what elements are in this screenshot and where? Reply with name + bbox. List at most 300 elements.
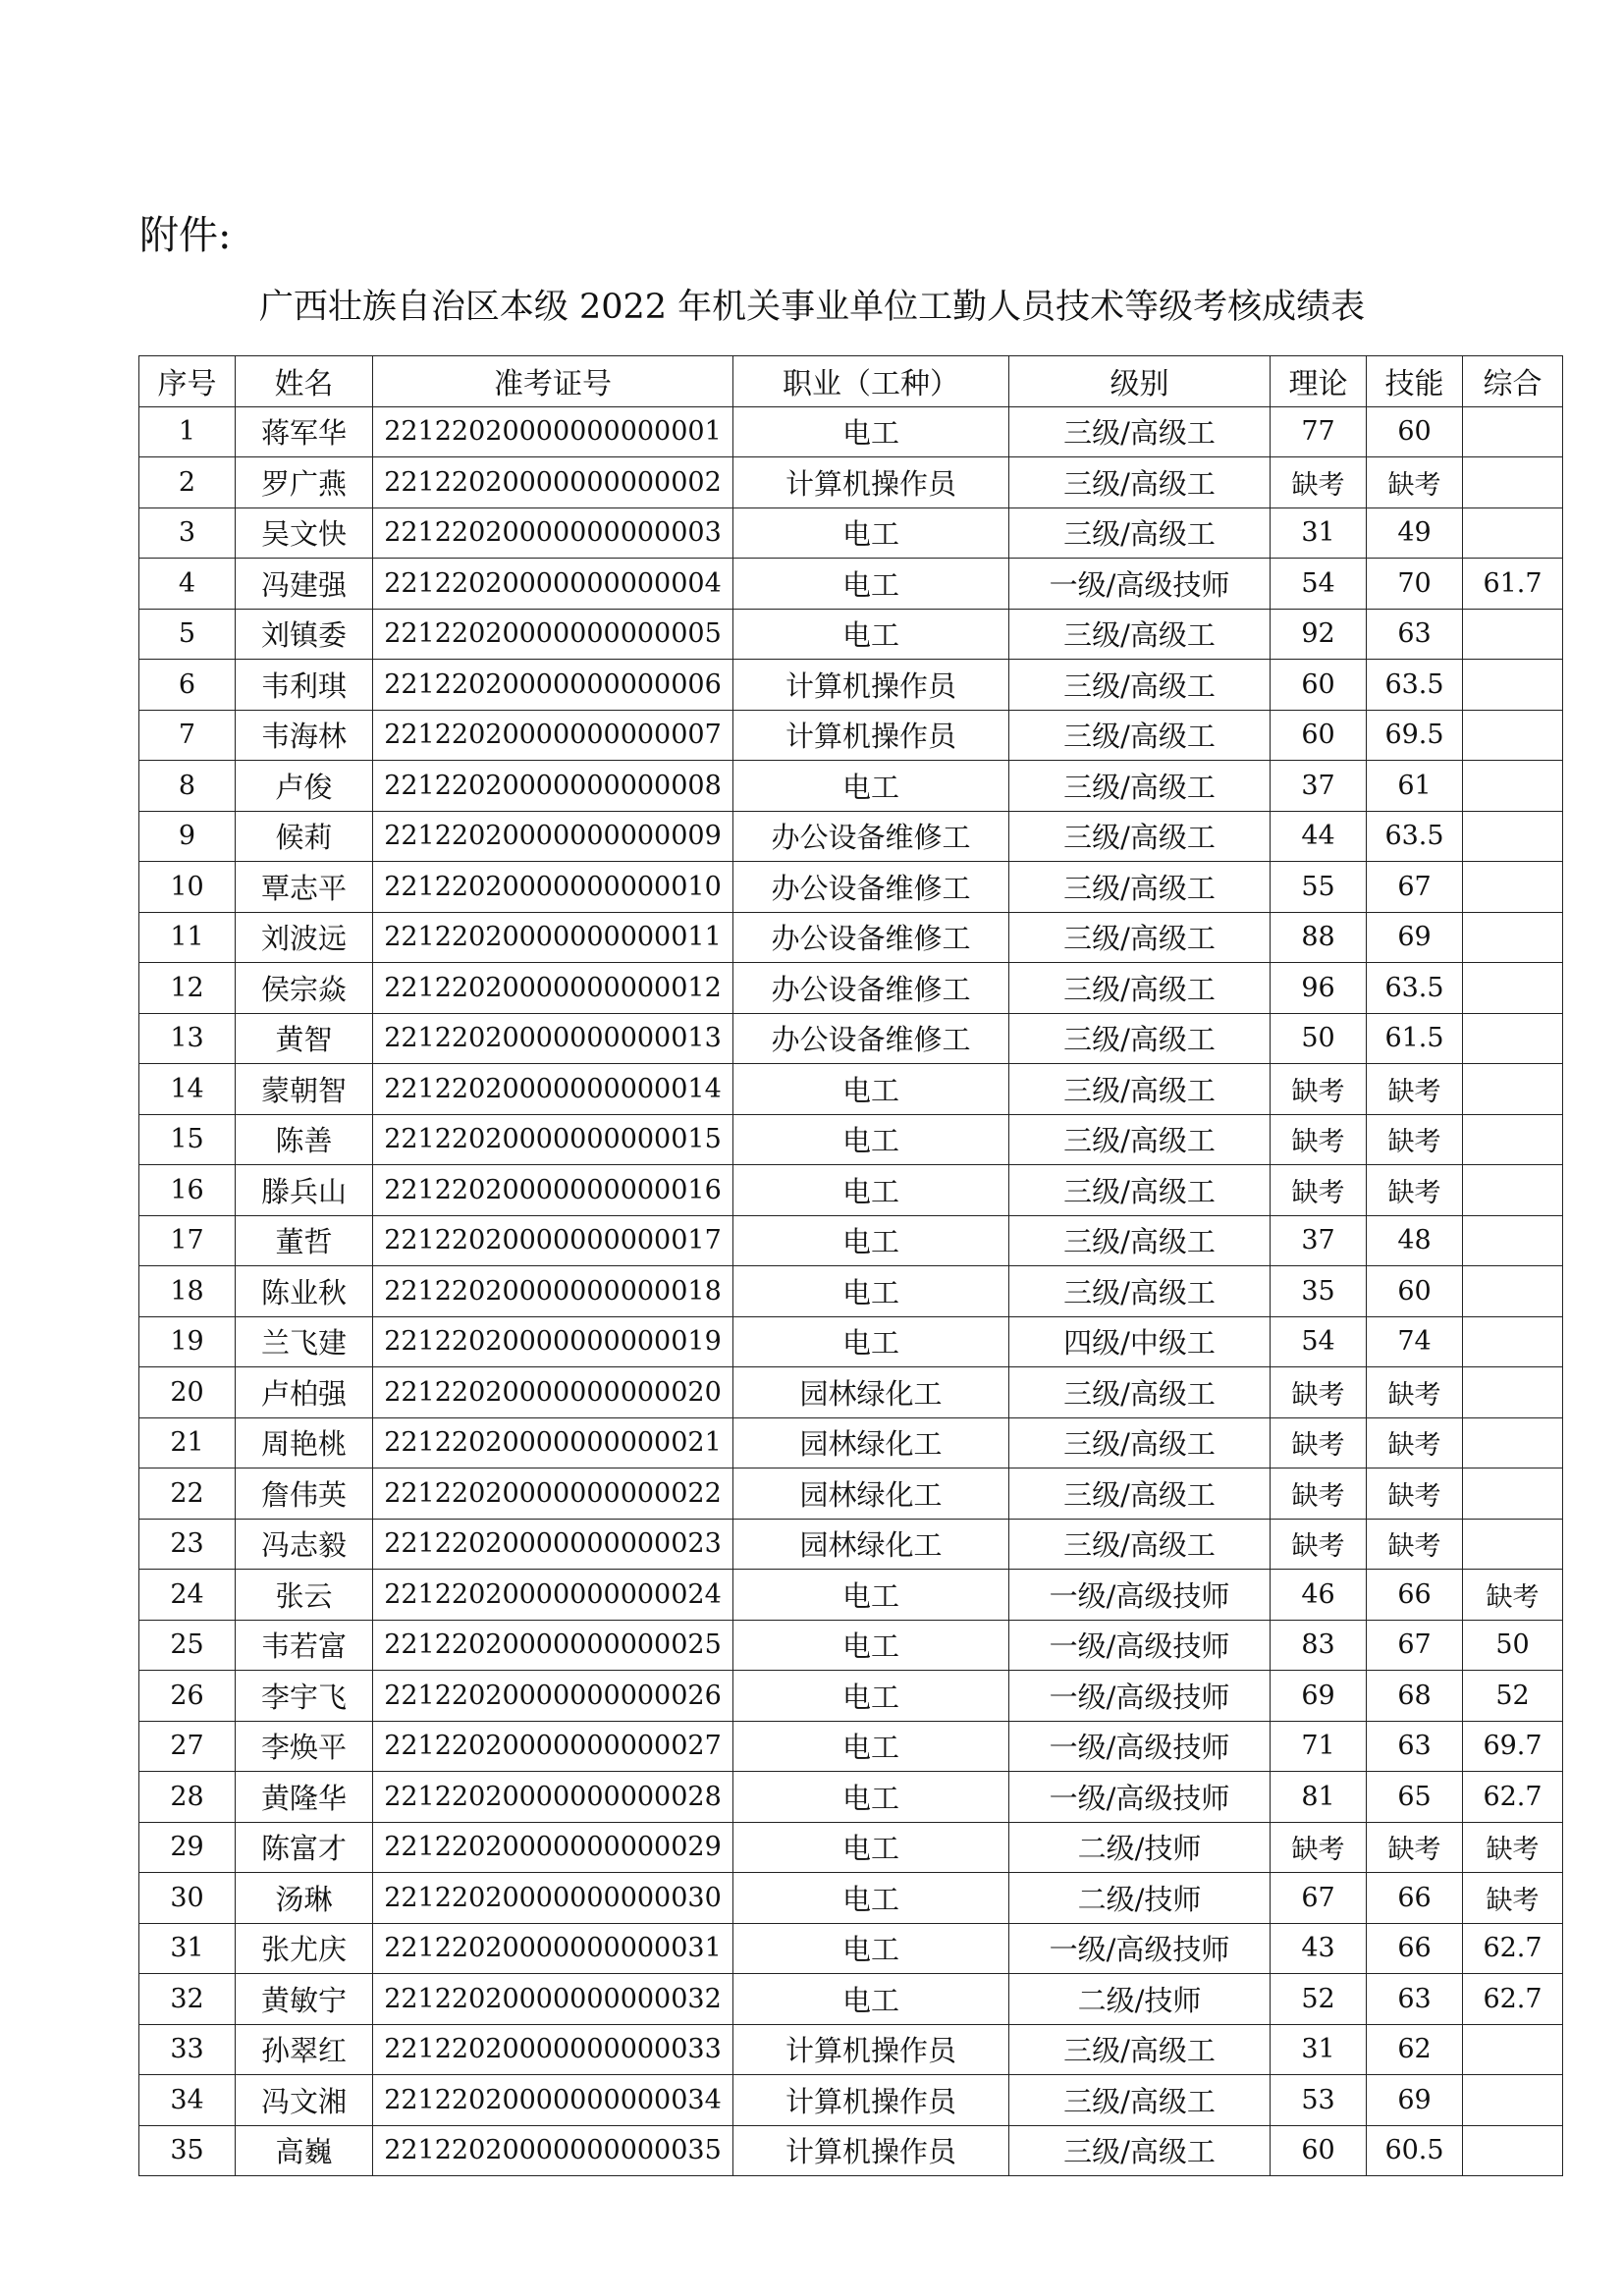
cell-theory: 44	[1271, 811, 1367, 862]
cell-level: 三级/高级工	[1009, 660, 1271, 711]
cell-skill: 缺考	[1367, 1064, 1463, 1115]
cell-skill: 69	[1367, 912, 1463, 963]
cell-overall	[1463, 1013, 1563, 1064]
cell-ticket: 22122020000000000006	[373, 660, 733, 711]
table-row	[139, 862, 1563, 913]
cell-ticket: 22122020000000000013	[373, 1013, 733, 1064]
table-row	[139, 1974, 1563, 2025]
table-header-row	[139, 356, 1563, 407]
cell-index: 14	[139, 1064, 236, 1115]
cell-overall: 62.7	[1463, 1772, 1563, 1823]
cell-theory: 缺考	[1271, 1822, 1367, 1873]
cell-occupation: 电工	[733, 507, 1009, 559]
cell-overall	[1463, 811, 1563, 862]
cell-level: 三级/高级工	[1009, 761, 1271, 812]
cell-overall	[1463, 1215, 1563, 1266]
cell-skill: 63.5	[1367, 660, 1463, 711]
cell-skill: 67	[1367, 1620, 1463, 1671]
cell-index: 23	[139, 1519, 236, 1570]
table-row	[139, 1266, 1563, 1317]
cell-ticket: 22122020000000000024	[373, 1570, 733, 1621]
cell-name: 冯文湘	[236, 2075, 373, 2126]
cell-theory: 55	[1271, 862, 1367, 913]
cell-skill: 缺考	[1367, 1417, 1463, 1468]
table-row	[139, 1215, 1563, 1266]
table-row	[139, 1822, 1563, 1873]
cell-overall: 50	[1463, 1620, 1563, 1671]
table-row	[139, 1114, 1563, 1165]
cell-skill: 60	[1367, 406, 1463, 457]
cell-level: 二级/技师	[1009, 1974, 1271, 2025]
cell-index: 25	[139, 1620, 236, 1671]
cell-overall	[1463, 1114, 1563, 1165]
col-header-name: 姓名	[236, 356, 373, 407]
cell-level: 三级/高级工	[1009, 1064, 1271, 1115]
cell-level: 三级/高级工	[1009, 963, 1271, 1014]
table-row	[139, 2024, 1563, 2075]
table-row	[139, 912, 1563, 963]
cell-theory: 83	[1271, 1620, 1367, 1671]
cell-occupation: 电工	[733, 1215, 1009, 1266]
cell-ticket: 22122020000000000014	[373, 1064, 733, 1115]
cell-theory: 31	[1271, 2024, 1367, 2075]
cell-ticket: 22122020000000000016	[373, 1165, 733, 1216]
cell-overall: 缺考	[1463, 1873, 1563, 1924]
cell-theory: 缺考	[1271, 1367, 1367, 1418]
cell-level: 三级/高级工	[1009, 811, 1271, 862]
cell-level: 三级/高级工	[1009, 2024, 1271, 2075]
cell-occupation: 办公设备维修工	[733, 1013, 1009, 1064]
cell-overall	[1463, 963, 1563, 1014]
cell-overall: 62.7	[1463, 1974, 1563, 2025]
cell-skill: 70	[1367, 559, 1463, 610]
col-header-overall: 综合	[1463, 356, 1563, 407]
cell-skill: 缺考	[1367, 1165, 1463, 1216]
cell-skill: 66	[1367, 1873, 1463, 1924]
cell-index: 20	[139, 1367, 236, 1418]
cell-theory: 缺考	[1271, 1165, 1367, 1216]
cell-occupation: 电工	[733, 1064, 1009, 1115]
cell-name: 罗广燕	[236, 457, 373, 508]
cell-level: 三级/高级工	[1009, 1468, 1271, 1520]
table-row	[139, 1468, 1563, 1520]
cell-name: 陈富才	[236, 1822, 373, 1873]
col-header-index: 序号	[139, 356, 236, 407]
cell-occupation: 办公设备维修工	[733, 912, 1009, 963]
cell-ticket: 22122020000000000019	[373, 1316, 733, 1367]
cell-overall: 61.7	[1463, 559, 1563, 610]
cell-index: 2	[139, 457, 236, 508]
table-row	[139, 710, 1563, 761]
cell-index: 22	[139, 1468, 236, 1520]
cell-overall	[1463, 1468, 1563, 1520]
cell-ticket: 22122020000000000022	[373, 1468, 733, 1520]
cell-skill: 63	[1367, 1974, 1463, 2025]
cell-name: 詹伟英	[236, 1468, 373, 1520]
cell-theory: 60	[1271, 710, 1367, 761]
cell-overall	[1463, 1316, 1563, 1367]
cell-index: 29	[139, 1822, 236, 1873]
cell-ticket: 22122020000000000003	[373, 507, 733, 559]
cell-ticket: 22122020000000000012	[373, 963, 733, 1014]
cell-occupation: 计算机操作员	[733, 660, 1009, 711]
table-row	[139, 2125, 1563, 2176]
cell-name: 滕兵山	[236, 1165, 373, 1216]
cell-occupation: 电工	[733, 1721, 1009, 1772]
cell-ticket: 22122020000000000002	[373, 457, 733, 508]
cell-skill: 48	[1367, 1215, 1463, 1266]
cell-index: 11	[139, 912, 236, 963]
cell-ticket: 22122020000000000025	[373, 1620, 733, 1671]
cell-name: 韦利琪	[236, 660, 373, 711]
table-row	[139, 1671, 1563, 1722]
cell-index: 32	[139, 1974, 236, 2025]
cell-name: 张云	[236, 1570, 373, 1621]
cell-ticket: 22122020000000000015	[373, 1114, 733, 1165]
cell-occupation: 电工	[733, 1772, 1009, 1823]
cell-occupation: 园林绿化工	[733, 1367, 1009, 1418]
cell-theory: 43	[1271, 1923, 1367, 1974]
cell-occupation: 计算机操作员	[733, 2024, 1009, 2075]
cell-name: 黄敏宁	[236, 1974, 373, 2025]
table-row	[139, 660, 1563, 711]
cell-occupation: 计算机操作员	[733, 2125, 1009, 2176]
table-row	[139, 1923, 1563, 1974]
cell-theory: 缺考	[1271, 457, 1367, 508]
cell-index: 17	[139, 1215, 236, 1266]
cell-skill: 61.5	[1367, 1013, 1463, 1064]
cell-occupation: 计算机操作员	[733, 710, 1009, 761]
cell-occupation: 办公设备维修工	[733, 862, 1009, 913]
cell-skill: 66	[1367, 1570, 1463, 1621]
cell-ticket: 22122020000000000035	[373, 2125, 733, 2176]
cell-name: 吴文快	[236, 507, 373, 559]
cell-level: 三级/高级工	[1009, 609, 1271, 660]
table-row	[139, 811, 1563, 862]
cell-index: 12	[139, 963, 236, 1014]
table-row	[139, 559, 1563, 610]
table-row	[139, 1417, 1563, 1468]
cell-overall	[1463, 2125, 1563, 2176]
cell-occupation: 电工	[733, 1266, 1009, 1317]
cell-index: 19	[139, 1316, 236, 1367]
col-header-level: 级别	[1009, 356, 1271, 407]
col-header-ticket: 准考证号	[373, 356, 733, 407]
cell-occupation: 电工	[733, 1671, 1009, 1722]
cell-theory: 50	[1271, 1013, 1367, 1064]
cell-overall	[1463, 507, 1563, 559]
cell-skill: 缺考	[1367, 1519, 1463, 1570]
cell-theory: 37	[1271, 761, 1367, 812]
cell-skill: 63.5	[1367, 811, 1463, 862]
cell-index: 9	[139, 811, 236, 862]
cell-name: 刘波远	[236, 912, 373, 963]
cell-name: 韦若富	[236, 1620, 373, 1671]
cell-index: 31	[139, 1923, 236, 1974]
cell-overall	[1463, 660, 1563, 711]
cell-overall	[1463, 1417, 1563, 1468]
cell-ticket: 22122020000000000031	[373, 1923, 733, 1974]
cell-skill: 61	[1367, 761, 1463, 812]
cell-skill: 68	[1367, 1671, 1463, 1722]
cell-level: 一级/高级技师	[1009, 1772, 1271, 1823]
cell-name: 高巍	[236, 2125, 373, 2176]
table-row	[139, 1721, 1563, 1772]
cell-ticket: 22122020000000000010	[373, 862, 733, 913]
cell-theory: 92	[1271, 609, 1367, 660]
cell-occupation: 电工	[733, 1316, 1009, 1367]
cell-overall	[1463, 1367, 1563, 1418]
cell-ticket: 22122020000000000017	[373, 1215, 733, 1266]
cell-level: 三级/高级工	[1009, 507, 1271, 559]
cell-theory: 54	[1271, 1316, 1367, 1367]
cell-occupation: 电工	[733, 609, 1009, 660]
cell-occupation: 办公设备维修工	[733, 963, 1009, 1014]
cell-name: 陈业秋	[236, 1266, 373, 1317]
cell-overall: 69.7	[1463, 1721, 1563, 1772]
cell-skill: 缺考	[1367, 1114, 1463, 1165]
table-row	[139, 1367, 1563, 1418]
cell-name: 韦海林	[236, 710, 373, 761]
cell-index: 21	[139, 1417, 236, 1468]
cell-occupation: 电工	[733, 1822, 1009, 1873]
cell-name: 汤琳	[236, 1873, 373, 1924]
cell-ticket: 22122020000000000009	[373, 811, 733, 862]
cell-theory: 69	[1271, 1671, 1367, 1722]
cell-skill: 66	[1367, 1923, 1463, 1974]
cell-index: 4	[139, 559, 236, 610]
cell-level: 一级/高级技师	[1009, 559, 1271, 610]
document-title: 广西壮族自治区本级 2022 年机关事业单位工勤人员技术等级考核成绩表	[258, 288, 1366, 327]
cell-skill: 缺考	[1367, 457, 1463, 508]
cell-level: 三级/高级工	[1009, 2075, 1271, 2126]
cell-level: 一级/高级技师	[1009, 1570, 1271, 1621]
cell-level: 三级/高级工	[1009, 710, 1271, 761]
cell-skill: 缺考	[1367, 1822, 1463, 1873]
table-row	[139, 1013, 1563, 1064]
cell-overall	[1463, 609, 1563, 660]
cell-index: 1	[139, 406, 236, 457]
cell-skill: 60.5	[1367, 2125, 1463, 2176]
cell-overall: 62.7	[1463, 1923, 1563, 1974]
cell-occupation: 园林绿化工	[733, 1519, 1009, 1570]
cell-ticket: 22122020000000000020	[373, 1367, 733, 1418]
table-row	[139, 2075, 1563, 2126]
attachment-label: 附件:	[139, 213, 232, 258]
cell-level: 三级/高级工	[1009, 2125, 1271, 2176]
cell-level: 一级/高级技师	[1009, 1923, 1271, 1974]
cell-name: 蒋军华	[236, 406, 373, 457]
cell-overall	[1463, 1064, 1563, 1115]
cell-overall	[1463, 457, 1563, 508]
cell-index: 27	[139, 1721, 236, 1772]
col-header-occupation: 职业（工种）	[733, 356, 1009, 407]
cell-level: 三级/高级工	[1009, 1266, 1271, 1317]
cell-name: 黄隆华	[236, 1772, 373, 1823]
cell-index: 15	[139, 1114, 236, 1165]
cell-skill: 缺考	[1367, 1468, 1463, 1520]
cell-skill: 63	[1367, 1721, 1463, 1772]
cell-occupation: 园林绿化工	[733, 1417, 1009, 1468]
cell-level: 一级/高级技师	[1009, 1721, 1271, 1772]
cell-occupation: 电工	[733, 1114, 1009, 1165]
cell-level: 三级/高级工	[1009, 912, 1271, 963]
cell-level: 三级/高级工	[1009, 1519, 1271, 1570]
cell-theory: 31	[1271, 507, 1367, 559]
cell-theory: 53	[1271, 2075, 1367, 2126]
cell-name: 董哲	[236, 1215, 373, 1266]
cell-name: 李焕平	[236, 1721, 373, 1772]
cell-skill: 69	[1367, 2075, 1463, 2126]
cell-name: 黄智	[236, 1013, 373, 1064]
table-row	[139, 1873, 1563, 1924]
cell-level: 三级/高级工	[1009, 1417, 1271, 1468]
cell-skill: 69.5	[1367, 710, 1463, 761]
cell-overall	[1463, 710, 1563, 761]
cell-name: 蒙朝智	[236, 1064, 373, 1115]
cell-level: 二级/技师	[1009, 1822, 1271, 1873]
cell-ticket: 22122020000000000032	[373, 1974, 733, 2025]
cell-level: 一级/高级技师	[1009, 1671, 1271, 1722]
cell-skill: 65	[1367, 1772, 1463, 1823]
cell-occupation: 电工	[733, 406, 1009, 457]
cell-index: 16	[139, 1165, 236, 1216]
cell-theory: 71	[1271, 1721, 1367, 1772]
cell-occupation: 计算机操作员	[733, 2075, 1009, 2126]
cell-level: 一级/高级技师	[1009, 1620, 1271, 1671]
cell-name: 冯建强	[236, 559, 373, 610]
cell-occupation: 电工	[733, 761, 1009, 812]
cell-ticket: 22122020000000000001	[373, 406, 733, 457]
cell-ticket: 22122020000000000030	[373, 1873, 733, 1924]
table-row	[139, 1570, 1563, 1621]
cell-skill: 62	[1367, 2024, 1463, 2075]
cell-ticket: 22122020000000000029	[373, 1822, 733, 1873]
cell-name: 孙翠红	[236, 2024, 373, 2075]
cell-index: 5	[139, 609, 236, 660]
table-row	[139, 1519, 1563, 1570]
cell-ticket: 22122020000000000034	[373, 2075, 733, 2126]
cell-ticket: 22122020000000000007	[373, 710, 733, 761]
cell-name: 刘镇委	[236, 609, 373, 660]
cell-index: 3	[139, 507, 236, 559]
cell-ticket: 22122020000000000021	[373, 1417, 733, 1468]
cell-index: 35	[139, 2125, 236, 2176]
cell-theory: 缺考	[1271, 1114, 1367, 1165]
cell-name: 陈善	[236, 1114, 373, 1165]
cell-level: 三级/高级工	[1009, 1215, 1271, 1266]
cell-name: 张尤庆	[236, 1923, 373, 1974]
cell-overall	[1463, 862, 1563, 913]
cell-theory: 60	[1271, 2125, 1367, 2176]
cell-index: 24	[139, 1570, 236, 1621]
table-row	[139, 406, 1563, 457]
cell-skill: 63.5	[1367, 963, 1463, 1014]
cell-occupation: 办公设备维修工	[733, 811, 1009, 862]
cell-level: 三级/高级工	[1009, 862, 1271, 913]
cell-overall	[1463, 2075, 1563, 2126]
cell-level: 三级/高级工	[1009, 1114, 1271, 1165]
table-row	[139, 1620, 1563, 1671]
cell-occupation: 电工	[733, 1873, 1009, 1924]
cell-index: 6	[139, 660, 236, 711]
cell-theory: 37	[1271, 1215, 1367, 1266]
cell-occupation: 电工	[733, 1974, 1009, 2025]
cell-overall	[1463, 1266, 1563, 1317]
cell-index: 28	[139, 1772, 236, 1823]
cell-index: 30	[139, 1873, 236, 1924]
cell-index: 33	[139, 2024, 236, 2075]
cell-overall	[1463, 761, 1563, 812]
cell-index: 18	[139, 1266, 236, 1317]
table-row	[139, 457, 1563, 508]
cell-level: 三级/高级工	[1009, 1165, 1271, 1216]
cell-ticket: 22122020000000000027	[373, 1721, 733, 1772]
table-row	[139, 1316, 1563, 1367]
cell-index: 7	[139, 710, 236, 761]
table-row	[139, 1064, 1563, 1115]
cell-theory: 35	[1271, 1266, 1367, 1317]
cell-name: 卢俊	[236, 761, 373, 812]
cell-occupation: 电工	[733, 1620, 1009, 1671]
cell-ticket: 22122020000000000011	[373, 912, 733, 963]
cell-level: 二级/技师	[1009, 1873, 1271, 1924]
cell-index: 13	[139, 1013, 236, 1064]
cell-theory: 缺考	[1271, 1064, 1367, 1115]
cell-overall	[1463, 2024, 1563, 2075]
cell-overall: 52	[1463, 1671, 1563, 1722]
col-header-theory: 理论	[1271, 356, 1367, 407]
cell-name: 卢柏强	[236, 1367, 373, 1418]
cell-theory: 81	[1271, 1772, 1367, 1823]
cell-theory: 96	[1271, 963, 1367, 1014]
col-header-skill: 技能	[1367, 356, 1463, 407]
table-row	[139, 1772, 1563, 1823]
cell-name: 候莉	[236, 811, 373, 862]
table-row	[139, 609, 1563, 660]
cell-theory: 67	[1271, 1873, 1367, 1924]
cell-overall	[1463, 912, 1563, 963]
cell-occupation: 电工	[733, 1570, 1009, 1621]
table-row	[139, 963, 1563, 1014]
cell-ticket: 22122020000000000018	[373, 1266, 733, 1317]
cell-skill: 74	[1367, 1316, 1463, 1367]
table-row	[139, 1165, 1563, 1216]
cell-occupation: 园林绿化工	[733, 1468, 1009, 1520]
cell-ticket: 22122020000000000028	[373, 1772, 733, 1823]
cell-occupation: 电工	[733, 1923, 1009, 1974]
cell-level: 三级/高级工	[1009, 457, 1271, 508]
cell-theory: 52	[1271, 1974, 1367, 2025]
cell-index: 10	[139, 862, 236, 913]
cell-name: 李宇飞	[236, 1671, 373, 1722]
cell-overall: 缺考	[1463, 1822, 1563, 1873]
cell-skill: 63	[1367, 609, 1463, 660]
cell-level: 三级/高级工	[1009, 406, 1271, 457]
cell-theory: 88	[1271, 912, 1367, 963]
cell-index: 8	[139, 761, 236, 812]
cell-skill: 67	[1367, 862, 1463, 913]
cell-name: 冯志毅	[236, 1519, 373, 1570]
cell-theory: 缺考	[1271, 1468, 1367, 1520]
cell-overall	[1463, 1165, 1563, 1216]
cell-theory: 缺考	[1271, 1519, 1367, 1570]
cell-name: 周艳桃	[236, 1417, 373, 1468]
cell-overall	[1463, 1519, 1563, 1570]
cell-theory: 缺考	[1271, 1417, 1367, 1468]
cell-theory: 77	[1271, 406, 1367, 457]
cell-skill: 49	[1367, 507, 1463, 559]
